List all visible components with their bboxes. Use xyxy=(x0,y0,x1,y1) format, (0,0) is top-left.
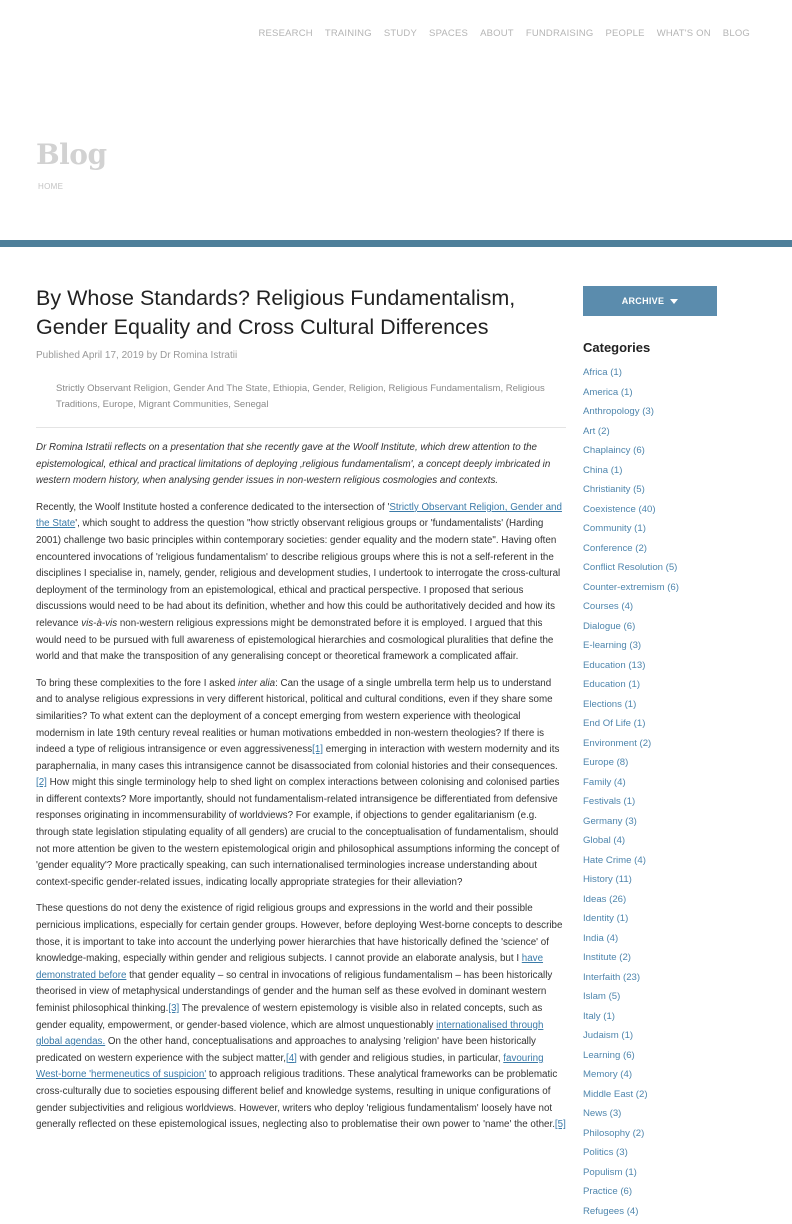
p3-text-b: that gender equality – so central in invocations of religious fundamentalism – has been historically theorised in view of metaphysical understandings of gender and the human self as these evolved in dominant western feminist philosophical thinking. xyxy=(36,969,553,1014)
category-link[interactable]: Dialogue (6) xyxy=(583,620,636,632)
p3-text-a: These questions do not deny the existence of rigid religious groups and expressions in the world and their possible pernicious implications, especially for certain gender groups. However, before deploying West-borne concepts to describe those, it is important to take into account the underlying power hierarchies that have historically defined the 'science' of knowledge-making, especially within gender and religious subjects. I cannot provide an elaborate analysis, but I xyxy=(36,903,563,965)
footnote-ref-4[interactable]: [4] xyxy=(285,1052,297,1064)
post-meta: Published April 17, 2019 by Dr Romina Istratii xyxy=(36,350,238,361)
categories-title: Categories xyxy=(583,340,651,355)
category-link[interactable]: Africa (1) xyxy=(583,367,622,378)
post-intro: Dr Romina Istratii reflects on a presentation that she recently gave at the Woolf Institute, which drew attention to the epistemological, ethical and practical limitations of deploying ‚religious fundamentalism', a concept deeply imbricated in western modern history, when analysing gender issues in non-western religious cosmologies and contexts. xyxy=(36,442,551,487)
nav-fundraising[interactable]: FUNDRAISING xyxy=(525,28,594,39)
strictly-observant-link[interactable]: Strictly Observant Religion, Gender and the State xyxy=(36,501,562,530)
category-link[interactable]: Ideas (26) xyxy=(583,893,627,905)
nav-people[interactable]: PEOPLE xyxy=(605,28,645,39)
category-link[interactable]: Christianity (5) xyxy=(583,484,645,495)
p1-text-a: Recently, the Woolf Institute hosted a conference dedicated to the intersection of ' xyxy=(36,501,390,513)
p3-text-d: On the other hand, conceptualisations and approaches to analysing 'religion' have been historically predicated on western experience with the subject matter, xyxy=(36,1036,536,1064)
category-link[interactable]: Practice (6) xyxy=(583,1186,633,1197)
nav-spaces[interactable]: SPACES xyxy=(429,28,469,39)
post-title: By Whose Standards? Religious Fundamentalism, Gender Equality and Cross Cultural Differences xyxy=(36,286,516,339)
category-link[interactable]: E-learning (3) xyxy=(583,640,642,651)
category-link[interactable]: Hate Crime (4) xyxy=(583,854,646,866)
p3-text-c: The prevalence of western epistemology is visible also in related concepts, such as gender equality, empowerment, or gender-based violence, which are almost unquestionably xyxy=(36,1003,543,1031)
breadcrumb-home[interactable]: HOME xyxy=(38,182,64,191)
footnote-ref-1[interactable]: [1] xyxy=(312,744,324,756)
category-link[interactable]: Coexistence (40) xyxy=(583,503,656,515)
internationalised-link[interactable]: internationalised through global agendas. xyxy=(36,1019,544,1048)
p1-text-b: ', which sought to address the question "how strictly observant religious groups or 'fundamentalists' (Harding 2001) challenge two basic principles within contemporary societies: gender equality and the modern state". Having often encountered invocations of 'religious fundamentalism' to describe religious groups where this is not a self-referent in the disciplines I specialise in, namely, gender, religious and development studies, I undertook to interrogate the cross-cultural deployment of the terminology from an epistemological, ethical and practical perspective. I proposed that serious discussions would need to be had about its definition, whether and how this could be authoritatively decided and how its relevance xyxy=(36,518,561,629)
category-link[interactable]: Islam (5) xyxy=(583,991,621,1002)
category-link[interactable]: Middle East (2) xyxy=(583,1088,648,1100)
category-link[interactable]: Global (4) xyxy=(583,835,626,846)
category-link[interactable]: Italy (1) xyxy=(583,1010,615,1022)
p2-text-c: emerging in interaction with western modernity and its paraphernalia, in many cases this intransigence cannot be disassociated from colonial histories and their consequences. xyxy=(36,744,560,772)
category-link[interactable]: Family (4) xyxy=(583,776,626,788)
paragraph-3 xyxy=(36,901,566,1133)
nav-about[interactable]: ABOUT xyxy=(480,28,514,39)
category-link[interactable]: Memory (4) xyxy=(583,1069,633,1080)
category-link[interactable]: India (4) xyxy=(583,932,619,944)
page-title: Blog xyxy=(36,138,107,171)
category-link[interactable]: Art (2) xyxy=(583,425,610,437)
category-link[interactable]: Populism (1) xyxy=(583,1166,637,1178)
category-link[interactable]: History (11) xyxy=(583,874,632,885)
p2-text-a: To bring these complexities to the fore I asked xyxy=(36,677,239,689)
p3-text-e: with gender and religious studies, in particular, xyxy=(296,1052,504,1064)
category-link[interactable]: Elections (1) xyxy=(583,698,637,710)
demonstrated-before-link[interactable]: have demonstrated before xyxy=(36,953,544,981)
category-link[interactable]: Europe (8) xyxy=(583,757,629,768)
paragraph-2 xyxy=(36,676,566,892)
category-link[interactable]: Community (1) xyxy=(583,523,646,534)
archive-button[interactable] xyxy=(583,286,717,316)
category-link[interactable]: Courses (4) xyxy=(583,601,634,612)
category-link[interactable]: Politics (3) xyxy=(583,1147,628,1158)
sidebar xyxy=(583,286,763,1221)
tags-divider xyxy=(36,427,566,428)
top-navigation xyxy=(258,28,750,39)
category-link[interactable]: Refugees (4) xyxy=(583,1205,639,1217)
p2-emphasis: inter alia xyxy=(238,677,276,689)
category-link[interactable]: Environment (2) xyxy=(583,737,652,749)
nav-training[interactable]: TRAINING xyxy=(324,28,372,39)
category-link[interactable]: Institute (2) xyxy=(583,952,631,963)
blog-post xyxy=(36,284,566,1134)
category-link[interactable]: Judaism (1) xyxy=(583,1030,634,1041)
category-link[interactable]: Identity (1) xyxy=(583,913,629,924)
paragraph-1 xyxy=(36,500,566,666)
footnote-ref-5[interactable]: [5] xyxy=(554,1119,566,1131)
p2-text-d: How might this single terminology help to shed light on complex interactions between colonising and colonised parties in different contexts? More importantly, should not fundamentalism-related intransigence be differentiated from defensive responses originating in incommensurability of worldviews? For example, if objections to gender egalitarianism (e.g. through state legislation stipulating equality of all genders) are crucial to the conceptualisation of fundamentalism, should not more attention be given to the western epistemological origin and philosophical assumptions informing the concept of 'gender equality'? More practically speaking, can such internationalised terminologies increase understanding about context-specific gender-related issues, indicating locally appropriate strategies for their alleviation? xyxy=(36,777,560,888)
p2-text-b: : Can the usage of a single umbrella term help us to understand and to analyse religious expressions in very different historical, political and cultural conditions, even if they share some similarities? To what extent can the deployment of a concept emerging from western experience with theological modernism in late 19th century reveal realities or human motivations embedded in non-western theologies? If there is indeed a type of religious intransigence or even aggressiveness xyxy=(36,677,553,756)
category-link[interactable]: Interfaith (23) xyxy=(583,971,641,983)
categories-list xyxy=(583,363,763,1221)
category-link[interactable]: Chaplaincy (6) xyxy=(583,445,645,456)
chevron-down-icon xyxy=(670,299,678,304)
p1-text-c: non-western religious expressions might be demonstrated before it is employed. I argued that this would need to be pursued with full awareness of epistemological hierarchies and cosmological pluralities that define the world and that make the transposition of any generalising concept or theoretical framework a complicated affair. xyxy=(36,617,554,663)
category-link[interactable]: Philosophy (2) xyxy=(583,1127,645,1139)
nav-research[interactable]: RESEARCH xyxy=(258,28,313,39)
category-link[interactable]: Counter-extremism (6) xyxy=(583,581,679,593)
category-link[interactable]: Conference (2) xyxy=(583,542,647,554)
nav-whats-on[interactable]: WHAT'S ON xyxy=(656,28,711,39)
category-link[interactable]: America (1) xyxy=(583,386,633,398)
category-link[interactable]: Anthropology (3) xyxy=(583,406,654,417)
category-link[interactable]: Learning (6) xyxy=(583,1049,635,1061)
category-link[interactable]: Education (13) xyxy=(583,659,646,671)
category-link[interactable]: China (1) xyxy=(583,464,623,476)
footnote-ref-3[interactable]: [3] xyxy=(168,1003,180,1014)
category-link[interactable]: Festivals (1) xyxy=(583,796,636,807)
p1-emphasis: vis-à-vis xyxy=(81,617,118,629)
category-link[interactable]: News (3) xyxy=(583,1108,622,1119)
nav-study[interactable]: STUDY xyxy=(383,28,418,39)
category-link[interactable]: Germany (3) xyxy=(583,815,637,827)
footnote-ref-2[interactable]: [2] xyxy=(36,777,47,789)
nav-blog[interactable]: BLOG xyxy=(722,28,750,39)
category-link[interactable]: End Of Life (1) xyxy=(583,718,646,729)
category-link[interactable]: Conflict Resolution (5) xyxy=(583,562,678,573)
header-divider-band xyxy=(0,240,792,247)
archive-label: ARCHIVE xyxy=(621,296,665,306)
hermeneutics-link[interactable]: favouring West-borne 'hermeneutics of suspicion' xyxy=(36,1052,544,1081)
category-link[interactable]: Education (1) xyxy=(583,679,641,690)
p3-text-f: to approach religious traditions. These analytical frameworks can be problematic cross-culturally due to societies espousing different belief and knowledge systems, resulting in unique configurations of gender subjectivities and religious worldviews. However, writers who deploy 'religious fundamentalism' loosely have not generally reflected on these epistemological issues, neglecting also to problematise their own power to 'name' the other. xyxy=(36,1069,558,1131)
post-tags[interactable]: Strictly Observant Religion, Gender And The State, Ethiopia, Gender, Religion, Religious Fundamentalism, Religious Traditions, Europe, Migrant Communities, Senegal xyxy=(56,383,545,410)
